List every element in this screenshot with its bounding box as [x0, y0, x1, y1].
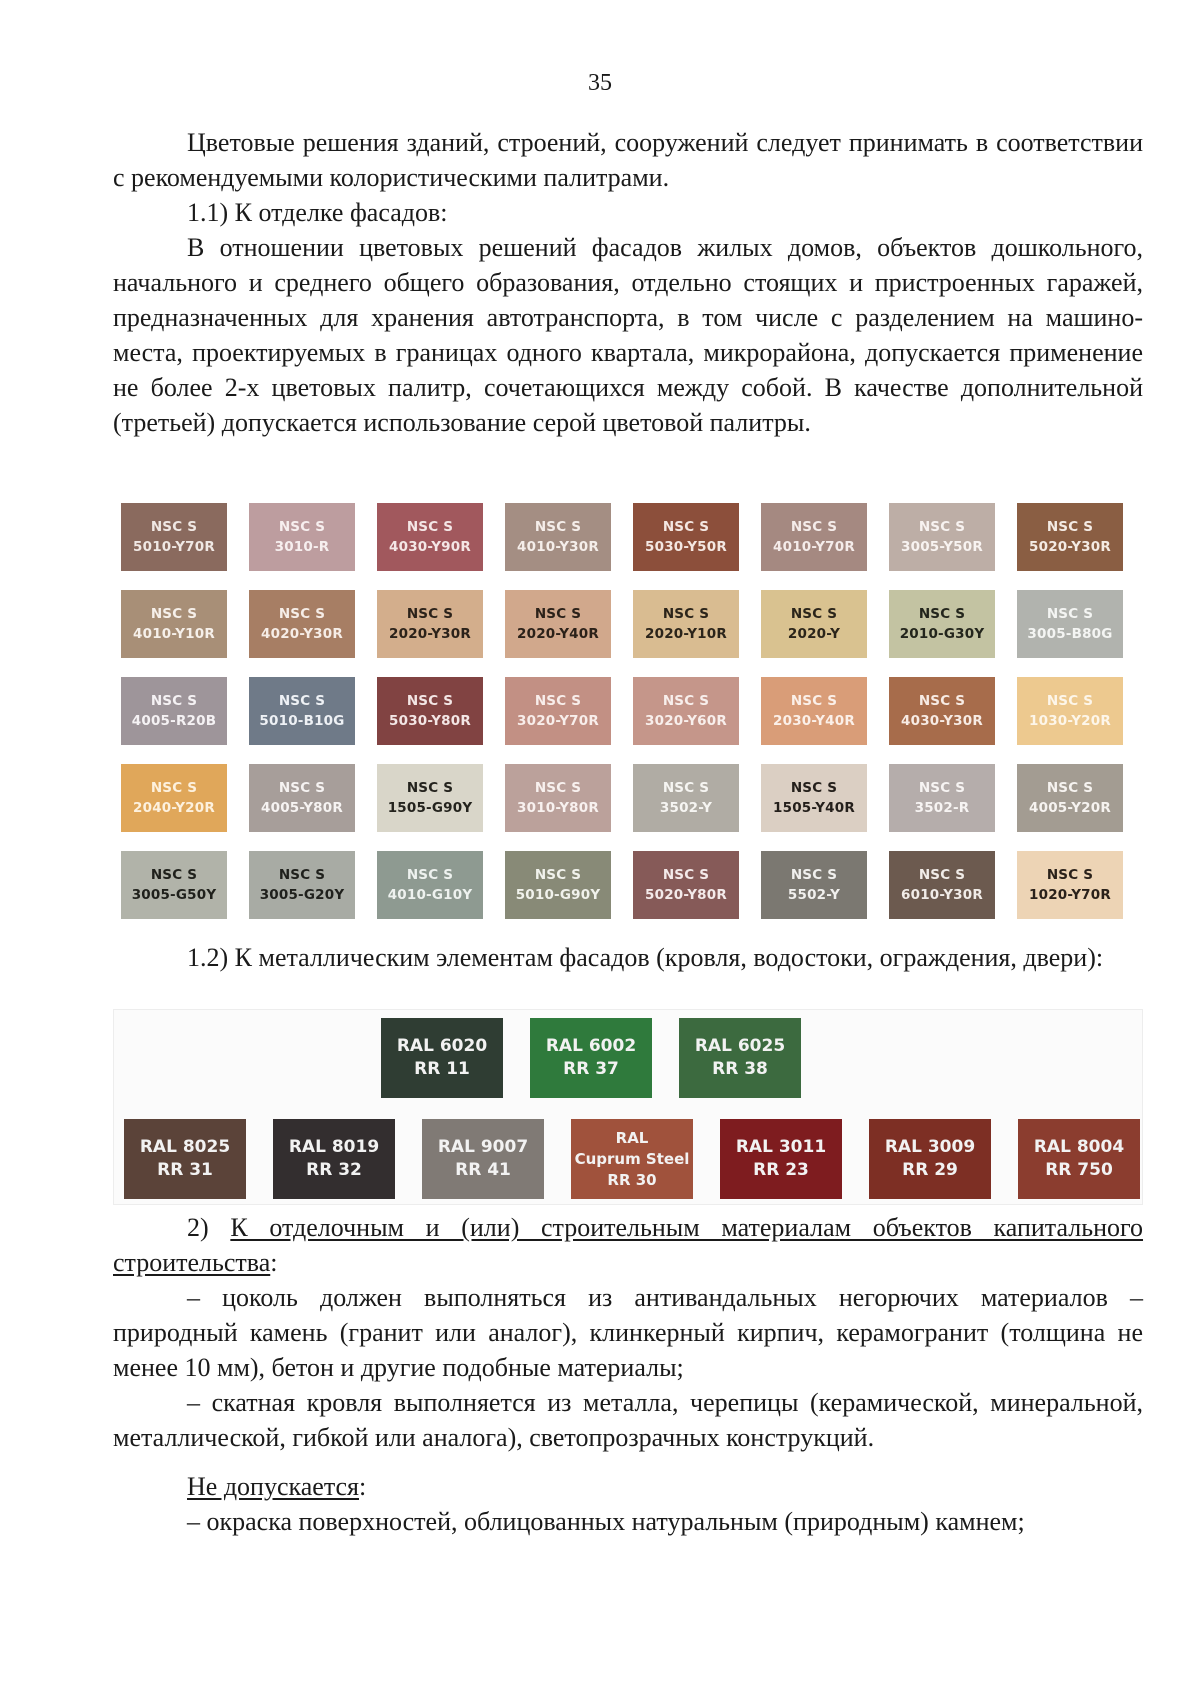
ral-swatch-label: RAL 8019	[288, 1137, 380, 1157]
nsc-swatch	[505, 503, 611, 571]
ral-swatch-label: RR 31	[157, 1160, 213, 1180]
nsc-swatch-code: 2040-Y20R	[133, 800, 215, 816]
nsc-swatch-code: 3010-R	[274, 539, 330, 555]
ral-swatch-label: RAL 8004	[1033, 1137, 1125, 1157]
ral-swatch-label: RAL 3009	[884, 1137, 976, 1157]
nsc-swatch	[761, 503, 867, 571]
nsc-swatch-prefix: NSC S	[278, 693, 326, 709]
nsc-swatch-prefix: NSC S	[790, 693, 838, 709]
ral-swatch-label: RAL 3011	[735, 1137, 827, 1157]
ral-swatch-label: RAL	[615, 1128, 649, 1147]
facade-paragraph: В отношении цветовых решений фасадов жилых домов, объектов дошкольного, начального и среднего общего образования, отдельно стоящих и пристроенных гаражей, предназначенных для хранения автотранспорта, в том числе с разделением на машино-места, проектируемых в границах одного квартала, микрорайона, допускается применение не более 2-х цветовых палитр, сочетающихся между собой. В качестве дополнительной (третьей) допускается использование серой цветовой палитры.	[113, 233, 1143, 437]
nsc-swatch	[121, 503, 227, 571]
ral-swatch-label: RR 30	[607, 1170, 657, 1189]
ral-swatch-label: RAL 6020	[396, 1036, 488, 1056]
nsc-swatch-prefix: NSC S	[1046, 606, 1094, 622]
ral-swatch-label: RR 29	[902, 1160, 958, 1180]
nsc-swatch	[505, 677, 611, 745]
ral-swatch-label: RAL 6025	[694, 1036, 786, 1056]
not-allowed-label: Не допускается	[187, 1472, 359, 1501]
nsc-swatch	[761, 851, 867, 919]
nsc-swatch-code: 3005-G20Y	[259, 887, 345, 903]
nsc-swatch	[249, 590, 355, 658]
nsc-swatch-prefix: NSC S	[662, 867, 710, 883]
nsc-swatch-prefix: NSC S	[534, 606, 582, 622]
nsc-swatch-prefix: NSC S	[1046, 693, 1094, 709]
nsc-swatch	[1017, 677, 1123, 745]
nsc-swatch	[249, 677, 355, 745]
nsc-swatch	[249, 503, 355, 571]
ral-swatch-label: RAL 8025	[139, 1137, 231, 1157]
nsc-swatch-prefix: NSC S	[534, 780, 582, 796]
ral-swatch	[1018, 1119, 1140, 1199]
nsc-swatch	[377, 677, 483, 745]
nsc-swatch-code: 1030-Y20R	[1029, 713, 1111, 729]
nsc-swatch-prefix: NSC S	[918, 519, 966, 535]
nsc-swatch-code: 6010-Y30R	[901, 887, 983, 903]
nsc-swatch	[761, 677, 867, 745]
nsc-swatch-prefix: NSC S	[1046, 780, 1094, 796]
nsc-swatch-code: 4010-G10Y	[387, 887, 473, 903]
page-number: 35	[588, 70, 612, 96]
nsc-swatch-code: 2020-Y30R	[389, 626, 471, 642]
nsc-swatch	[377, 851, 483, 919]
nsc-swatch-code: 3502-R	[914, 800, 970, 816]
ral-swatch	[124, 1119, 246, 1199]
nsc-swatch-code: 5502-Y	[787, 887, 841, 903]
nsc-swatch-code: 2020-Y40R	[517, 626, 599, 642]
nsc-swatch-code: 3005-Y50R	[901, 539, 983, 555]
nsc-swatch-prefix: NSC S	[1046, 867, 1094, 883]
nsc-swatch-prefix: NSC S	[278, 606, 326, 622]
nsc-swatch-code: 5010-G90Y	[515, 887, 601, 903]
nsc-swatch-prefix: NSC S	[406, 780, 454, 796]
nsc-swatch-prefix: NSC S	[150, 606, 198, 622]
ral-swatch	[720, 1119, 842, 1199]
nsc-swatch-code: 4030-Y30R	[901, 713, 983, 729]
ral-swatch-label: RR 32	[306, 1160, 362, 1180]
nsc-swatch-code: 2020-Y	[787, 626, 841, 642]
nsc-swatch-prefix: NSC S	[662, 693, 710, 709]
nsc-swatch-code: 5020-Y30R	[1029, 539, 1111, 555]
nsc-swatch-code: 5030-Y50R	[645, 539, 727, 555]
section-2-heading: 2) К отделочным и (или) строительным материалам объектов капитального строительства:	[113, 1213, 1144, 1277]
intro-section	[113, 125, 1143, 440]
nsc-swatch-code: 3502-Y	[659, 800, 713, 816]
nsc-swatch-code: 5010-Y70R	[133, 539, 215, 555]
nsc-swatch-prefix: NSC S	[150, 867, 198, 883]
list-item-roof: – скатная кровля выполняется из металла, черепицы (керамической, минеральной, металлической, гибкой или аналога), светопрозрачных конструкций.	[113, 1388, 1143, 1452]
nsc-swatch-code: 4010-Y30R	[517, 539, 599, 555]
not-allowed-heading: Не допускается:	[187, 1472, 367, 1501]
nsc-swatch-prefix: NSC S	[918, 780, 966, 796]
nsc-swatch-code: 3005-G50Y	[131, 887, 217, 903]
ral-swatch-label: RR 750	[1045, 1160, 1113, 1180]
ral-swatch	[869, 1119, 991, 1199]
nsc-swatch	[633, 764, 739, 832]
nsc-swatch	[633, 851, 739, 919]
nsc-swatch	[505, 590, 611, 658]
ral-swatch-label: Cuprum Steel	[574, 1149, 690, 1168]
nsc-swatch-prefix: NSC S	[790, 867, 838, 883]
ral-swatch-label: RAL 9007	[437, 1137, 529, 1157]
nsc-swatch	[1017, 590, 1123, 658]
nsc-swatch-prefix: NSC S	[1046, 519, 1094, 535]
nsc-swatch-prefix: NSC S	[406, 867, 454, 883]
nsc-swatch	[121, 677, 227, 745]
nsc-swatch	[377, 764, 483, 832]
nsc-color-palette	[121, 503, 1121, 923]
nsc-swatch-code: 4005-Y80R	[261, 800, 343, 816]
nsc-swatch	[761, 764, 867, 832]
nsc-swatch-prefix: NSC S	[662, 519, 710, 535]
nsc-swatch-prefix: NSC S	[406, 519, 454, 535]
nsc-swatch	[889, 677, 995, 745]
nsc-swatch	[633, 503, 739, 571]
nsc-swatch-prefix: NSC S	[278, 519, 326, 535]
nsc-swatch	[505, 851, 611, 919]
nsc-swatch-prefix: NSC S	[790, 519, 838, 535]
metal-heading: 1.2) К металлическим элементам фасадов (кровля, водостоки, ограждения, двери):	[187, 943, 1104, 972]
nsc-swatch	[889, 764, 995, 832]
nsc-swatch-prefix: NSC S	[278, 780, 326, 796]
nsc-swatch-prefix: NSC S	[918, 867, 966, 883]
nsc-swatch-code: 5030-Y80R	[389, 713, 471, 729]
nsc-swatch	[377, 590, 483, 658]
nsc-swatch-prefix: NSC S	[662, 780, 710, 796]
intro-paragraph: Цветовые решения зданий, строений, сооружений следует принимать в соответствии с рекомендуемыми колористическими палитрами.	[113, 128, 1143, 192]
nsc-swatch-code: 1020-Y70R	[1029, 887, 1111, 903]
nsc-swatch	[889, 851, 995, 919]
nsc-swatch-code: 3005-B80G	[1027, 626, 1113, 642]
nsc-swatch	[505, 764, 611, 832]
nsc-swatch	[633, 677, 739, 745]
ral-swatch	[422, 1119, 544, 1199]
ral-swatch	[571, 1119, 693, 1199]
nsc-swatch-code: 1505-Y40R	[773, 800, 855, 816]
nsc-swatch-prefix: NSC S	[406, 693, 454, 709]
nsc-swatch-code: 3020-Y70R	[517, 713, 599, 729]
nsc-swatch-prefix: NSC S	[662, 606, 710, 622]
nsc-swatch	[889, 590, 995, 658]
nsc-swatch	[633, 590, 739, 658]
ral-swatch	[273, 1119, 395, 1199]
nsc-swatch-code: 1505-G90Y	[387, 800, 473, 816]
ral-swatch-label: RR 11	[414, 1059, 470, 1079]
nsc-swatch	[377, 503, 483, 571]
nsc-swatch	[249, 764, 355, 832]
nsc-swatch-code: 5020-Y80R	[645, 887, 727, 903]
nsc-swatch-prefix: NSC S	[534, 519, 582, 535]
nsc-swatch-prefix: NSC S	[406, 606, 454, 622]
section-2-title: К отделочным и (или) строительным материалам объектов капитального строительства	[113, 1213, 1144, 1277]
list-item-plinth: – цоколь должен выполняться из антивандальных негорючих материалов – природный камень (гранит или аналог), клинкерный кирпич, керамогранит (толщина не менее 10 мм), бетон и другие подобные материалы;	[113, 1283, 1143, 1382]
nsc-swatch-prefix: NSC S	[918, 606, 966, 622]
nsc-swatch-prefix: NSC S	[150, 780, 198, 796]
nsc-swatch-code: 2010-G30Y	[899, 626, 985, 642]
ral-swatch-label: RR 23	[753, 1160, 809, 1180]
nsc-swatch-prefix: NSC S	[150, 693, 198, 709]
nsc-swatch-prefix: NSC S	[534, 867, 582, 883]
nsc-swatch	[761, 590, 867, 658]
nsc-swatch	[121, 590, 227, 658]
nsc-swatch	[121, 851, 227, 919]
nsc-swatch-code: 4020-Y30R	[261, 626, 343, 642]
list-item-stone-painting: – окраска поверхностей, облицованных натуральным (природным) камнем;	[187, 1507, 1025, 1536]
nsc-swatch	[1017, 851, 1123, 919]
nsc-swatch-code: 3010-Y80R	[517, 800, 599, 816]
nsc-swatch-code: 4010-Y10R	[133, 626, 215, 642]
facade-subheading: 1.1) К отделке фасадов:	[187, 198, 448, 227]
nsc-swatch-code: 4005-Y20R	[1029, 800, 1111, 816]
nsc-swatch-prefix: NSC S	[278, 867, 326, 883]
section-2-number: 2)	[187, 1213, 209, 1242]
ral-swatch-label: RAL 6002	[545, 1036, 637, 1056]
nsc-swatch	[1017, 503, 1123, 571]
ral-swatch	[530, 1018, 652, 1098]
nsc-swatch	[889, 503, 995, 571]
nsc-swatch-code: 3020-Y60R	[645, 713, 727, 729]
nsc-swatch-prefix: NSC S	[790, 780, 838, 796]
nsc-swatch	[121, 764, 227, 832]
nsc-swatch-prefix: NSC S	[150, 519, 198, 535]
nsc-swatch-code: 2020-Y10R	[645, 626, 727, 642]
section-2	[113, 1210, 1143, 1539]
nsc-swatch-code: 4010-Y70R	[773, 539, 855, 555]
nsc-swatch-code: 2030-Y40R	[773, 713, 855, 729]
nsc-swatch-code: 5010-B10G	[259, 713, 345, 729]
nsc-swatch-code: 4005-R20B	[131, 713, 217, 729]
nsc-swatch-prefix: NSC S	[790, 606, 838, 622]
ral-swatch-label: RR 41	[455, 1160, 511, 1180]
nsc-swatch-prefix: NSC S	[918, 693, 966, 709]
ral-color-palette	[113, 1009, 1143, 1205]
nsc-swatch-prefix: NSC S	[534, 693, 582, 709]
nsc-swatch	[1017, 764, 1123, 832]
ral-swatch	[381, 1018, 503, 1098]
ral-swatch	[679, 1018, 801, 1098]
ral-swatch-label: RR 37	[563, 1059, 619, 1079]
nsc-swatch-code: 4030-Y90R	[389, 539, 471, 555]
ral-swatch-label: RR 38	[712, 1059, 768, 1079]
nsc-swatch	[249, 851, 355, 919]
